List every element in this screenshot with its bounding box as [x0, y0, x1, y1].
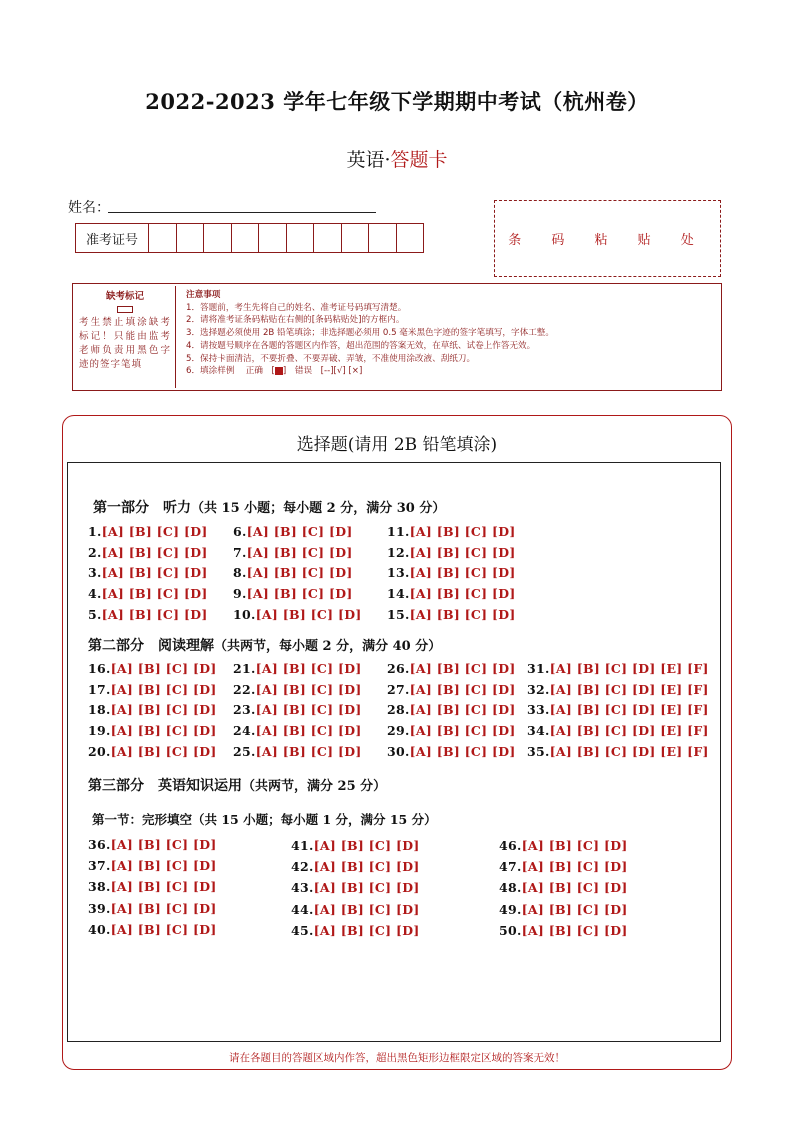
notice-item: 2．请将准考证条码粘贴在右侧的[条码粘贴处]的方框内。: [186, 315, 405, 326]
question-number: 38.: [88, 879, 111, 895]
question-number: 10.: [233, 606, 256, 622]
question-row[interactable]: [387, 661, 516, 676]
part3-section1-heading: 第一节：完形填空（共 15 小题；每小题 1 分，满分 15 分）: [92, 812, 437, 827]
answer-options[interactable]: [A] [B] [C] [D]: [521, 880, 628, 896]
question-number: 33.: [527, 702, 550, 718]
page-title: 2022-2023 学年七年级下学期期中考试（杭州卷）: [145, 89, 649, 114]
footer-warning: 请在各题目的答题区域内作答，超出黑色矩形边框限定区域的答案无效！: [229, 1052, 565, 1064]
question-row[interactable]: [233, 607, 362, 622]
question-number: 5.: [88, 606, 102, 622]
question-number: 46.: [499, 838, 522, 853]
question-row[interactable]: [233, 744, 362, 759]
answer-options[interactable]: [A] [B] [C] [D]: [101, 565, 208, 581]
question-number: 35.: [527, 743, 550, 759]
question-number: 19.: [88, 723, 111, 739]
question-row[interactable]: [387, 545, 516, 560]
question-number: 34.: [527, 723, 550, 739]
question-row[interactable]: [88, 607, 208, 622]
answer-options[interactable]: [A] [B] [C] [D]: [110, 858, 217, 874]
question-number: 30.: [387, 743, 410, 759]
question-row[interactable]: [233, 723, 362, 738]
question-row[interactable]: [233, 702, 362, 717]
question-row[interactable]: [233, 661, 362, 676]
question-row[interactable]: [88, 661, 217, 676]
question-number: 4.: [88, 586, 102, 602]
question-row[interactable]: [499, 880, 628, 895]
answer-options[interactable]: [A] [B] [C] [D]: [313, 880, 420, 896]
answer-options[interactable]: [A] [B] [C] [D]: [246, 544, 353, 560]
question-number: 3.: [88, 565, 102, 581]
question-number: 26.: [387, 661, 410, 676]
question-row[interactable]: [233, 565, 353, 580]
notice-rules: [178, 284, 721, 390]
name-field[interactable]: [108, 212, 376, 213]
question-number: 1.: [88, 524, 102, 539]
question-row[interactable]: [387, 682, 516, 697]
filled-box-icon: [275, 367, 283, 375]
question-row[interactable]: [387, 744, 516, 759]
question-number: 36.: [88, 837, 111, 852]
question-number: 13.: [387, 565, 410, 581]
answer-options[interactable]: [A] [B] [C] [D]: [409, 606, 516, 622]
question-number: 21.: [233, 661, 256, 676]
question-row[interactable]: [233, 586, 353, 601]
answer-options[interactable]: [A] [B] [C] [D]: [409, 544, 516, 560]
question-number: 9.: [233, 586, 247, 602]
question-row[interactable]: [527, 661, 709, 676]
question-row[interactable]: [499, 923, 628, 938]
answer-options[interactable]: [A] [B] [C] [D] [E] [F]: [549, 723, 709, 739]
answer-options[interactable]: [A] [B] [C] [D]: [110, 681, 217, 697]
answer-options[interactable]: [A] [B] [C] [D]: [110, 702, 217, 718]
question-row[interactable]: [291, 923, 420, 938]
exam-id-table: [75, 223, 424, 253]
answer-options[interactable]: [A] [B] [C] [D]: [246, 586, 353, 602]
answer-options[interactable]: [A] [B] [C] [D]: [409, 723, 516, 739]
answer-options[interactable]: [A] [B] [C] [D]: [409, 702, 516, 718]
part3-heading: 第三部分 英语知识运用（共两节，满分 25 分）: [88, 778, 387, 794]
exam-id-cell[interactable]: [397, 224, 424, 252]
card-type-label: 答题卡: [390, 149, 448, 171]
question-number: 43.: [291, 880, 314, 896]
question-row[interactable]: [88, 702, 217, 717]
question-number: 47.: [499, 859, 522, 875]
question-row[interactable]: [527, 744, 709, 759]
answer-options[interactable]: [A] [B] [C] [D]: [101, 606, 208, 622]
question-number: 50.: [499, 922, 522, 938]
exam-id-cell[interactable]: [342, 224, 370, 252]
question-row[interactable]: [88, 879, 217, 894]
notice-item: 3．选择题必须使用 2B 铅笔填涂；非选择题必须用 0.5 毫米黑色字迹的签字笔填写，字体工整。: [186, 328, 554, 339]
question-number: 31.: [527, 661, 550, 676]
question-row[interactable]: [88, 545, 208, 560]
question-row[interactable]: [88, 723, 217, 738]
answer-options[interactable]: [A] [B] [C] [D]: [313, 901, 420, 917]
question-number: 15.: [387, 606, 410, 622]
sample-suffix: ] 错误 [--][√] [×]: [282, 366, 363, 377]
question-row[interactable]: [88, 858, 217, 873]
answer-options[interactable]: [A] [B] [C] [D] [E] [F]: [549, 681, 709, 697]
question-row[interactable]: [527, 682, 709, 697]
answer-options[interactable]: [A] [B] [C] [D]: [246, 524, 353, 539]
question-number: 41.: [291, 838, 314, 853]
answer-options[interactable]: [A] [B] [C] [D]: [101, 586, 208, 602]
question-row[interactable]: [88, 524, 208, 539]
missing-mark-text: 考生禁止填涂缺考标记！只能由监考老师负责用黑色字迹的签字笔填: [79, 317, 171, 370]
question-number: 39.: [88, 900, 111, 916]
answer-options[interactable]: [A] [B] [C] [D]: [110, 723, 217, 739]
exam-id-cell[interactable]: [369, 224, 397, 252]
notice-item: 1．答题前，考生先将自己的姓名、准考证号码填写清楚。: [186, 302, 407, 313]
notice-item-sample: [186, 365, 713, 378]
answer-options[interactable]: [A] [B] [C] [D]: [246, 565, 353, 581]
answer-options[interactable]: [A] [B] [C] [D]: [521, 838, 628, 853]
question-row[interactable]: [527, 702, 709, 717]
question-row[interactable]: [527, 723, 709, 738]
sample-prefix: 6．填涂样例 正确 [: [186, 366, 275, 377]
question-row[interactable]: [88, 565, 208, 580]
question-number: 2.: [88, 544, 102, 560]
answer-options[interactable]: [A] [B] [C] [D]: [409, 565, 516, 581]
answer-options[interactable]: [A] [B] [C] [D]: [110, 743, 217, 759]
answer-options[interactable]: [A] [B] [C] [D]: [409, 586, 516, 602]
answer-options[interactable]: [A] [B] [C] [D]: [521, 901, 628, 917]
question-row[interactable]: [291, 902, 420, 917]
answer-options[interactable]: [A] [B] [C] [D]: [313, 922, 420, 938]
question-row[interactable]: [88, 682, 217, 697]
question-number: 12.: [387, 544, 410, 560]
exam-id-cell[interactable]: [287, 224, 315, 252]
answer-options[interactable]: [A] [B] [C] [D]: [409, 524, 516, 539]
exam-id-cell[interactable]: [177, 224, 205, 252]
exam-id-label: 准考证号: [76, 224, 149, 252]
question-number: 14.: [387, 586, 410, 602]
answer-options[interactable]: [A] [B] [C] [D]: [255, 661, 362, 676]
question-number: 6.: [233, 524, 247, 539]
question-row[interactable]: [88, 586, 208, 601]
barcode-area: 条 码 粘 贴 处: [494, 200, 721, 277]
question-number: 32.: [527, 681, 550, 697]
answer-options[interactable]: [A] [B] [C] [D]: [521, 922, 628, 938]
question-number: 40.: [88, 921, 111, 937]
notice-box: [72, 283, 722, 391]
question-row[interactable]: [88, 837, 217, 852]
question-number: 29.: [387, 723, 410, 739]
question-number: 48.: [499, 880, 522, 896]
question-number: 28.: [387, 702, 410, 718]
question-row[interactable]: [387, 702, 516, 717]
question-row[interactable]: [499, 838, 628, 853]
answer-options[interactable]: [A] [B] [C] [D]: [255, 723, 362, 739]
choice-section-title: 选择题(请用 2B 铅笔填涂): [296, 435, 498, 455]
name-label: 姓名：: [68, 200, 110, 216]
exam-id-cell[interactable]: [204, 224, 232, 252]
answer-options[interactable]: [A] [B] [C] [D]: [409, 743, 516, 759]
separator: ·: [384, 149, 391, 171]
question-row[interactable]: [233, 524, 353, 539]
question-row[interactable]: [291, 880, 420, 895]
answer-options[interactable]: [A] [B] [C] [D]: [409, 661, 516, 676]
question-row[interactable]: [387, 607, 516, 622]
question-number: 8.: [233, 565, 247, 581]
question-number: 22.: [233, 681, 256, 697]
answer-options[interactable]: [A] [B] [C] [D]: [255, 702, 362, 718]
part1-heading: 第一部分 听力（共 15 小题；每小题 2 分，满分 30 分）: [93, 500, 446, 516]
question-number: 20.: [88, 743, 111, 759]
answer-options[interactable]: [A] [B] [C] [D]: [255, 743, 362, 759]
exam-id-cell[interactable]: [232, 224, 260, 252]
question-row[interactable]: [88, 744, 217, 759]
question-number: 17.: [88, 681, 111, 697]
answer-options[interactable]: [A] [B] [C] [D] [E] [F]: [549, 661, 709, 676]
question-row[interactable]: [291, 859, 420, 874]
page-subtitle: [0, 145, 794, 172]
question-number: 44.: [291, 901, 314, 917]
question-row[interactable]: [291, 838, 420, 853]
question-number: 23.: [233, 702, 256, 718]
answer-options[interactable]: [A] [B] [C] [D]: [255, 606, 362, 622]
question-number: 24.: [233, 723, 256, 739]
answer-options[interactable]: [A] [B] [C] [D]: [521, 859, 628, 875]
part2-heading: 第二部分 阅读理解（共两节，每小题 2 分，满分 40 分）: [88, 638, 442, 654]
exam-id-cell[interactable]: [149, 224, 177, 252]
question-number: 25.: [233, 743, 256, 759]
missing-mark-title: 缺考标记: [105, 291, 144, 302]
missing-mark-box[interactable]: [117, 306, 133, 313]
answer-options[interactable]: [A] [B] [C] [D]: [110, 661, 217, 676]
question-row[interactable]: [233, 682, 362, 697]
answer-options[interactable]: [A] [B] [C] [D]: [313, 838, 420, 853]
question-number: 18.: [88, 702, 111, 718]
subject-label: 英语: [346, 149, 385, 171]
question-number: 45.: [291, 922, 314, 938]
exam-id-cell[interactable]: [314, 224, 342, 252]
exam-id-cell[interactable]: [259, 224, 287, 252]
answer-options[interactable]: [A] [B] [C] [D]: [101, 544, 208, 560]
question-row[interactable]: [387, 723, 516, 738]
answer-options[interactable]: [A] [B] [C] [D]: [110, 921, 217, 937]
notice-item: 5．保持卡面清洁，不要折叠、不要弄破、弄皱，不准使用涂改液、刮纸刀。: [186, 353, 476, 364]
answer-options[interactable]: [A] [B] [C] [D]: [110, 879, 217, 895]
answer-options[interactable]: [A] [B] [C] [D]: [409, 681, 516, 697]
question-row[interactable]: [499, 859, 628, 874]
answer-options[interactable]: [A] [B] [C] [D]: [110, 837, 217, 852]
question-row[interactable]: [387, 524, 516, 539]
question-number: 7.: [233, 544, 247, 560]
question-number: 49.: [499, 901, 522, 917]
question-number: 11.: [387, 524, 410, 539]
question-row[interactable]: [499, 902, 628, 917]
answer-options[interactable]: [A] [B] [C] [D]: [313, 859, 420, 875]
answer-options[interactable]: [A] [B] [C] [D] [E] [F]: [549, 743, 709, 759]
question-number: 16.: [88, 661, 111, 676]
answer-options[interactable]: [A] [B] [C] [D]: [255, 681, 362, 697]
answer-options[interactable]: [A] [B] [C] [D]: [101, 524, 208, 539]
question-row[interactable]: [88, 901, 217, 916]
missing-mark-panel: [75, 286, 176, 388]
answer-options[interactable]: [A] [B] [C] [D]: [110, 900, 217, 916]
answer-options[interactable]: [A] [B] [C] [D] [E] [F]: [549, 702, 709, 718]
question-number: 42.: [291, 859, 314, 875]
notice-item: 4．请按题号顺序在各题的答题区内作答，超出范围的答案无效，在草纸、试卷上作答无效。: [186, 340, 536, 351]
question-row[interactable]: [233, 545, 353, 560]
question-row[interactable]: [387, 565, 516, 580]
question-number: 27.: [387, 681, 410, 697]
question-number: 37.: [88, 858, 111, 874]
question-row[interactable]: [88, 922, 217, 937]
notice-title: 注意事项: [186, 290, 221, 300]
question-row[interactable]: [387, 586, 516, 601]
